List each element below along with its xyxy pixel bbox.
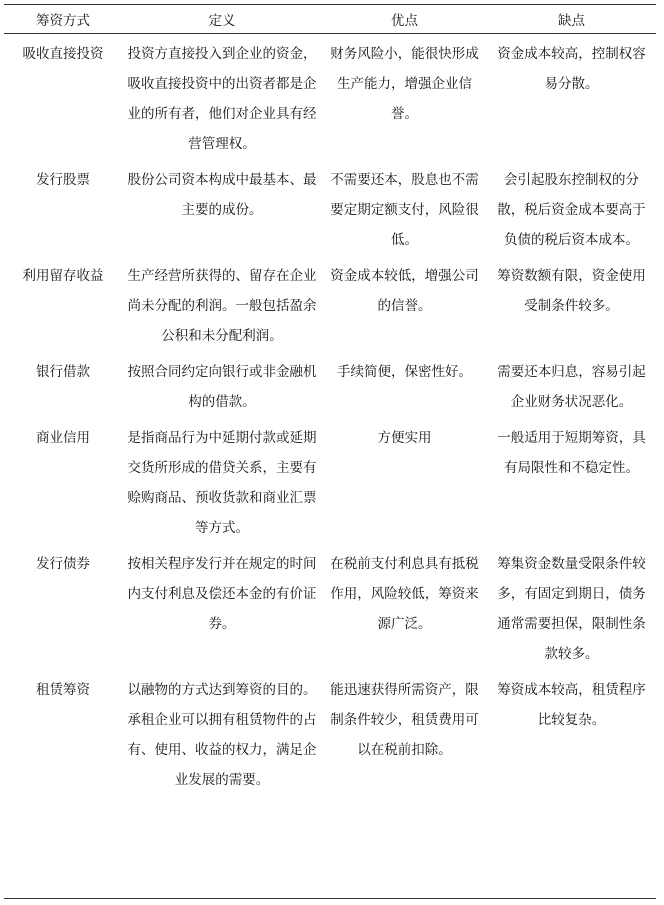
cons-cell: 筹集资金数量受限条件较多，有固定到期日，债务通常需要担保，限制性条款较多。 (497, 556, 646, 662)
table-row (4, 33, 656, 159)
method-cell: 商业信用 (36, 430, 90, 446)
method-cell: 利用留存收益 (22, 268, 104, 284)
definition-cell: 按照合同约定向银行或非金融机构的借款。 (127, 364, 317, 410)
cons-cell: 一般适用于短期筹资，具有局限性和不稳定性。 (497, 430, 646, 476)
pros-cell: 在税前支付利息具有抵税作用，风险较低，筹资来源广泛。 (330, 556, 479, 632)
method-cell: 发行股票 (36, 172, 90, 188)
pros-cell: 不需要还本，股息也不需要定期定额支付，风险很低。 (330, 172, 479, 248)
table-row (4, 669, 656, 795)
header-pros: 优点 (391, 13, 418, 29)
definition-cell: 以融物的方式达到筹资的目的。承租企业可以拥有租赁物件的占有、使用、收益的权力，满足企业发展的需要。 (127, 682, 317, 788)
method-cell: 吸收直接投资 (22, 46, 104, 62)
pros-cell: 财务风险小，能很快形成生产能力，增强企业信誉。 (330, 46, 479, 122)
cons-cell: 需要还本归息，容易引起企业财务状况恶化。 (497, 364, 646, 410)
table-row (4, 159, 656, 255)
method-cell: 租赁筹资 (36, 682, 90, 698)
pros-cell: 资金成本较低，增强公司的信誉。 (330, 268, 479, 314)
definition-cell: 股份公司资本构成中最基本、最主要的成份。 (127, 172, 317, 218)
financing-methods-table (4, 5, 656, 795)
table-row (4, 255, 656, 351)
method-cell: 发行债券 (36, 556, 90, 572)
table-row (4, 543, 656, 669)
pros-cell: 方便实用 (377, 430, 432, 446)
cons-cell: 会引起股东控制权的分散，税后资金成本要高于负债的税后资本成本。 (497, 172, 646, 248)
table-bottom-rule (4, 898, 656, 899)
method-cell: 银行借款 (36, 364, 90, 380)
pros-cell: 能迅速获得所需资产，限制条件较少，租赁费用可以在税前扣除。 (330, 682, 479, 758)
definition-cell: 按相关程序发行并在规定的时间内支付利息及偿还本金的有价证券。 (127, 556, 317, 632)
header-cons: 缺点 (558, 13, 585, 29)
pros-cell: 手续简便，保密性好。 (337, 364, 472, 380)
table-row (4, 417, 656, 543)
definition-cell: 投资方直接投入到企业的资金，吸收直接投资中的出资者都是企业的所有者，他们对企业具有经营管理权。 (127, 46, 317, 152)
definition-cell: 是指商品行为中延期付款或延期交货所形成的借贷关系，主要有赊购商品、预收货款和商业汇票等方式。 (127, 430, 317, 536)
table-row (4, 351, 656, 417)
header-method: 筹资方式 (36, 13, 90, 29)
cons-cell: 资金成本较高，控制权容易分散。 (497, 46, 646, 92)
header-definition: 定义 (208, 13, 236, 29)
cons-cell: 筹资数额有限，资金使用受制条件较多。 (497, 268, 646, 314)
cons-cell: 筹资成本较高，租赁程序比较复杂。 (497, 682, 646, 728)
table-header-row (4, 5, 656, 33)
definition-cell: 生产经营所获得的、留存在企业尚未分配的利润。一般包括盈余公积和未分配利润。 (127, 268, 317, 344)
